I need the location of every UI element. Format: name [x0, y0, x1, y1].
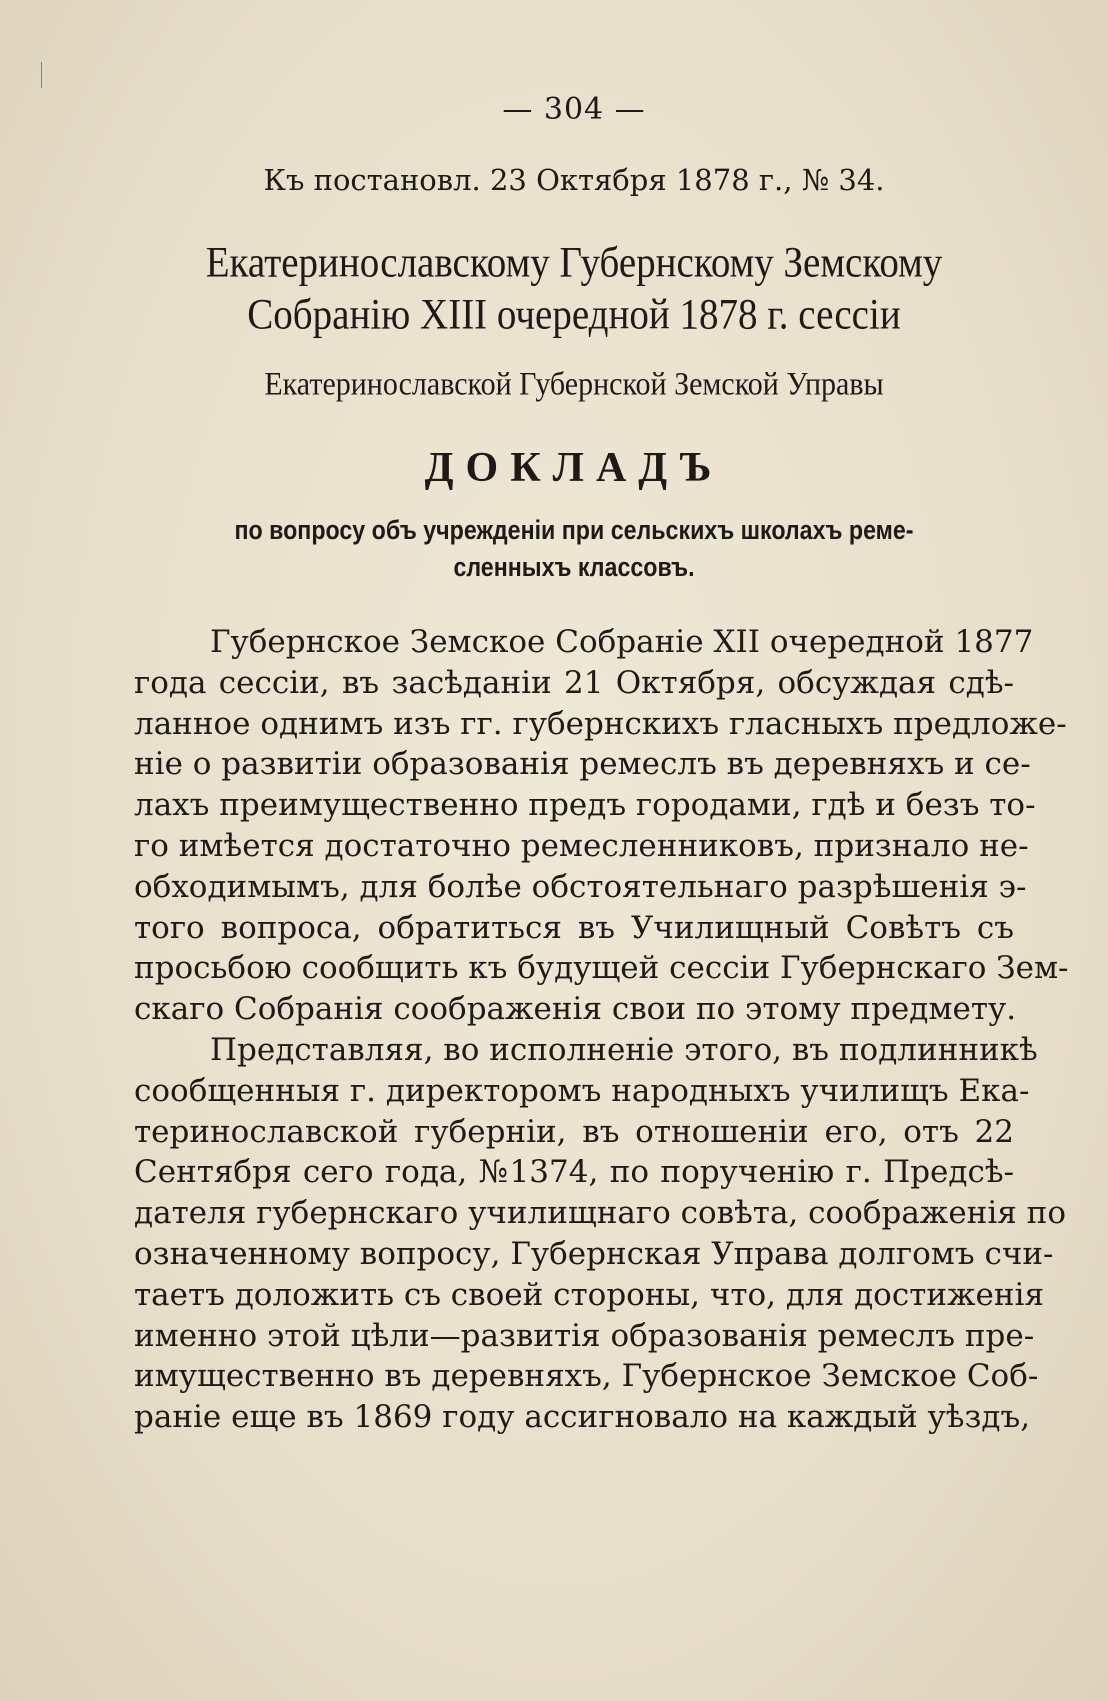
body-line: скаго Собранія соображенія свои по этому предмету.	[134, 991, 1017, 1028]
body-line: го имѣется достаточно ремесленниковъ, признало не-	[134, 827, 1029, 864]
report-subject-line-1: по вопросу объ учрежденіи при сельскихъ школахъ реме-	[234, 515, 914, 545]
body-line: Сентября сего года, №1374, по порученію г. Предсѣ-	[134, 1154, 1014, 1191]
body-line: ланное однимъ изъ гг. губернскихъ гласныхъ предложе-	[134, 705, 1067, 742]
page-number: — 304 —	[502, 92, 646, 127]
resolution-reference: Къ постановл. 23 Октября 1878 г., № 34.	[263, 163, 885, 197]
body-line: просьбою сообщить къ будущей сессіи Губернскаго Зем-	[134, 950, 1069, 987]
body-line: означенному вопросу, Губернская Управа долгомъ счи-	[134, 1235, 1054, 1272]
body-line: таетъ доложить съ своей стороны, что, для достиженія	[134, 1276, 1045, 1313]
assembly-heading-line-2: Собранію XIII очередной 1878 г. сессіи	[247, 290, 901, 339]
body-text	[134, 622, 1069, 1438]
body-line: раніе еще въ 1869 году ассигновало на каждый уѣздъ,	[134, 1399, 1031, 1436]
report-subject-line-2: сленныхъ классовъ.	[453, 552, 695, 582]
body-line: года сессіи, въ засѣданіи 21 Октября, обсуждая сдѣ-	[134, 664, 1014, 701]
board-heading: Екатеринославской Губернской Земской Управы	[264, 366, 884, 403]
body-line: именно этой цѣли—развитія образованія ремеслъ пре-	[134, 1317, 1035, 1354]
body-line: лахъ преимущественно предъ городами, гдѣ и безъ то-	[134, 787, 1036, 824]
body-line: ніе о развитіи образованія ремеслъ въ деревняхъ и се-	[134, 746, 1031, 783]
body-line: теринославской губерніи, въ отношеніи его, отъ 22	[134, 1113, 1014, 1150]
body-line: дателя губернскаго училищнаго совѣта, соображенія по	[134, 1195, 1066, 1232]
body-line: Представляя, во исполненіе этого, въ подлинникѣ	[210, 1031, 1038, 1068]
margin-mark	[41, 62, 42, 88]
assembly-heading-line-1: Екатеринославскому Губернскому Земскому	[205, 238, 943, 287]
body-line: того вопроса, обратиться въ Училищный Совѣтъ съ	[134, 909, 1014, 946]
report-title: ДОКЛАДЪ	[424, 445, 724, 491]
body-line: имущественно въ деревняхъ, Губернское Земское Соб-	[134, 1358, 1039, 1395]
body-line: Губернское Земское Собраніе XII очередной 1877	[210, 624, 1034, 660]
body-line: обходимымъ, для болѣе обстоятельнаго разрѣшенія э-	[134, 868, 1027, 905]
body-line: сообщенныя г. директоромъ народныхъ училищъ Ека-	[134, 1072, 1030, 1109]
